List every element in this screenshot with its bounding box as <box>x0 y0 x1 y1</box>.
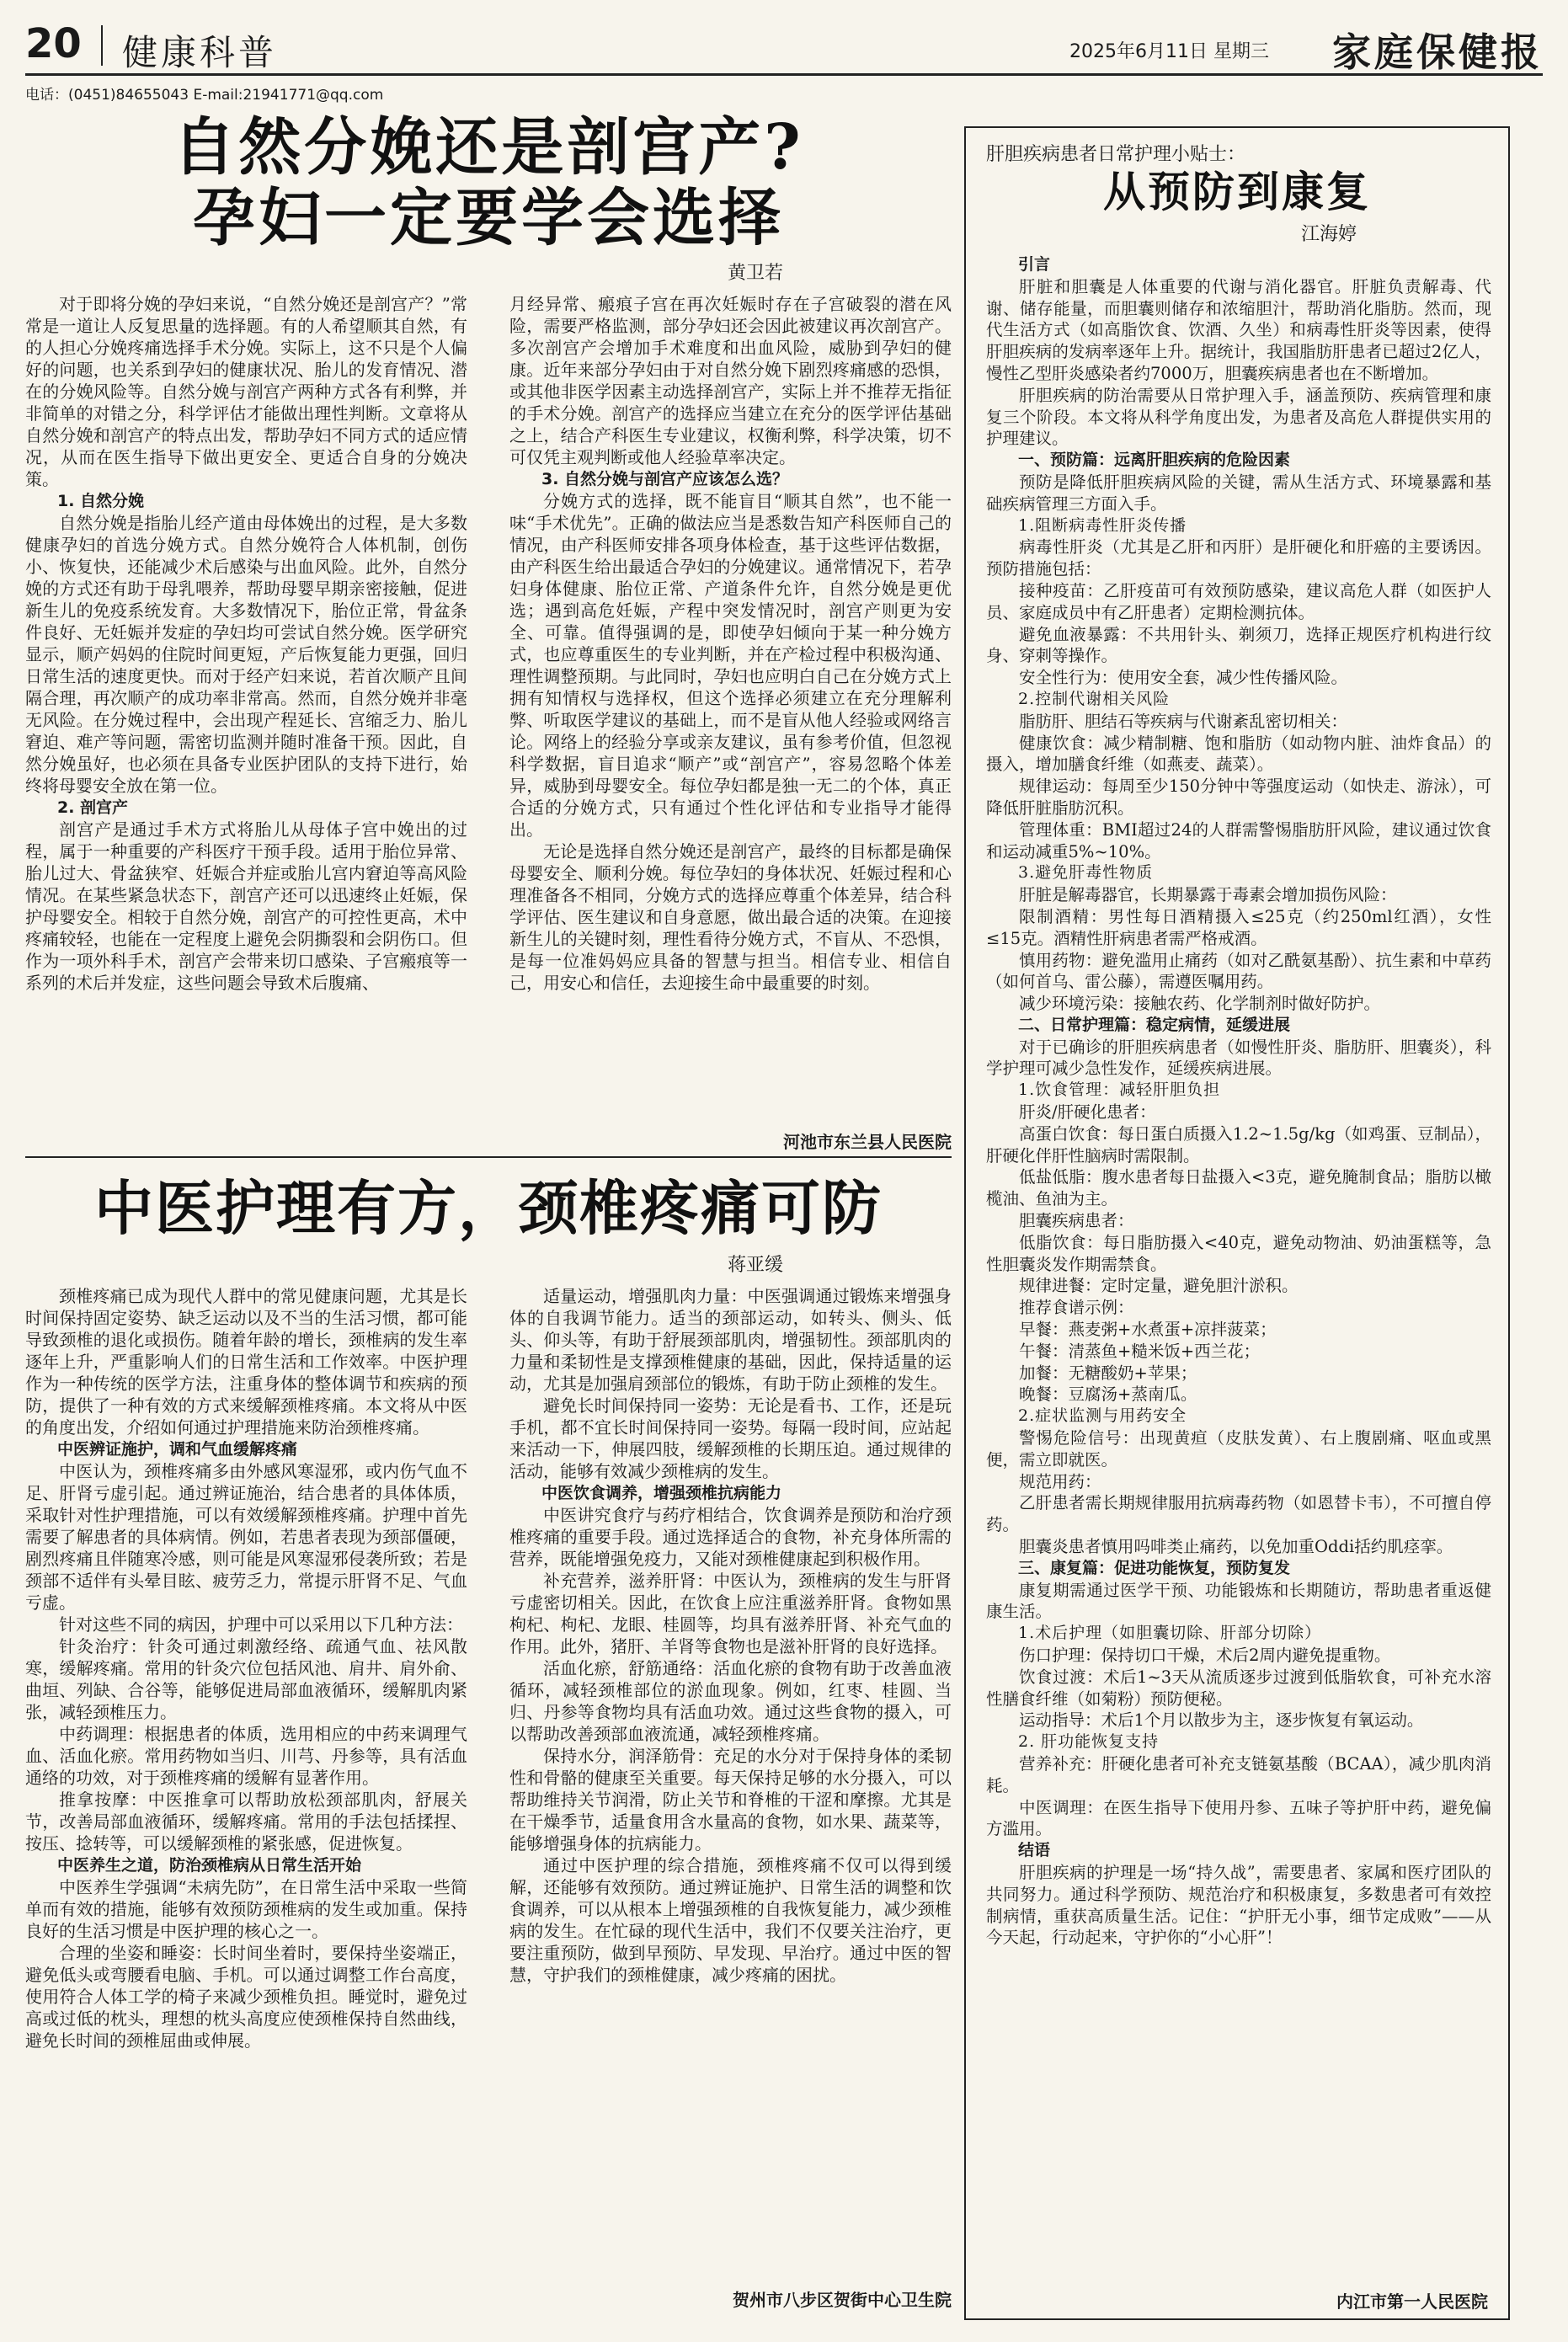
article-kicker: 肝胆疾病患者日常护理小贴士： <box>986 144 1246 165</box>
section-heading: 3. 自然分娩与剖宫产应该怎么选？ <box>541 470 789 488</box>
paragraph: 合理的坐姿和睡姿：长时间坐着时，要保持坐姿端正，避免低头或弯腰看电脑、手机。可以通过调整工作台高度，使用符合人体工学的椅子来减少颈椎负担。睡觉时，避免过高或过低的枕头，理想的枕头高度应使颈椎保持自然曲线，避免长时间的颈椎屈曲或伸展。 <box>25 1943 467 2051</box>
paragraph: 推荐食谱示例： <box>1019 1298 1134 1318</box>
article-liver-gallbladder <box>964 126 1510 2320</box>
paragraph: 警惕危险信号：出现黄疸（皮肤发黄）、右上腹剧痛、呕血或黑便，需立即就医。 <box>986 1428 1491 1470</box>
paragraph: 晚餐：豆腐汤+蒸南瓜。 <box>1019 1384 1197 1405</box>
paragraph: 肝脏和胆囊是人体重要的代谢与消化器官。肝脏负责解毒、代谢、储存能量，而胆囊则储存和浓缩胆汁，帮助消化脂肪。然而，现代生活方式（如高脂饮食、饮酒、久坐）和病毒性肝炎等因素，使得肝胆疾病的发病率逐年上升。据统计，我国脂肪肝患者已超过2亿人，慢性乙型肝炎感染者约7000万，胆囊疾病患者也在不断增加。 <box>986 276 1491 383</box>
paragraph: 饮食过渡：术后1~3天从流质逐步过渡到低脂软食，可补充水溶性膳食纤维（如菊粉）预防便秘。 <box>986 1667 1491 1709</box>
section-heading: 中医养生之道，防治颈椎病从日常生活开始 <box>57 1856 362 1875</box>
paragraph: 补充营养，滋养肝肾：中医认为，颈椎病的发生与肝肾亏虚密切相关。因此，在饮食上应注重滋养肝肾。食物如黑枸杞、枸杞、龙眼、桂圆等，均具有滋养肝肾、补充气血的作用。此外，猪肝、羊肾等食物也是滋补肝肾的良好选择。 <box>509 1571 952 1656</box>
article-column <box>25 293 467 1135</box>
subsection-heading: 2.症状监测与用药安全 <box>1018 1406 1187 1426</box>
paragraph: 限制酒精：男性每日酒精摄入≤25克（约250ml红酒），女性≤15克。酒精性肝病患者需严格戒酒。 <box>986 906 1491 948</box>
paragraph: 针灸治疗：针灸可通过刺激经络、疏通气血、祛风散寒，缓解疼痛。常用的针灸穴位包括风池、肩井、肩外俞、曲垣、列缺、合谷等，能够促进局部血液循环，缓解肌肉紧张，减轻颈椎压力。 <box>25 1636 467 1722</box>
article-title: 从预防到康复 <box>1103 167 1371 216</box>
paragraph: 慎用药物：避免滥用止痛药（如对乙酰氨基酚）、抗生素和中草药（如何首乌、雷公藤），需遵医嘱用药。 <box>986 950 1491 992</box>
paragraph: 高蛋白饮食：每日蛋白质摄入1.2~1.5g/kg（如鸡蛋、豆制品），肝硬化伴肝性脑病时需限制。 <box>986 1123 1491 1166</box>
subsection-heading: 2.控制代谢相关风险 <box>1018 689 1171 708</box>
article-source: 内江市第一人民医院 <box>1336 2291 1488 2312</box>
paragraph: 通过中医护理的综合措施，颈椎疼痛不仅可以得到缓解，还能够有效预防。通过辨证施护、日常生活的调整和饮食调养，可以从根本上增强颈椎的自我恢复能力，减少颈椎病的发生。在忙碌的现代生活中，我们不仅要关注治疗，更要注重预防，做到早预防、早发现、早治疗。通过中医的智慧，守护我们的颈椎健康，减少疼痛的困扰。 <box>509 1855 952 1985</box>
paragraph: 乙肝患者需长期规律服用抗病毒药物（如恩替卡韦），不可擅自停药。 <box>986 1493 1491 1535</box>
paragraph: 脂肪肝、胆结石等疾病与代谢紊乱密切相关： <box>1019 711 1348 731</box>
section-title: 健康科普 <box>122 32 278 73</box>
section-heading: 二、日常护理篇：稳定病情，延缓进展 <box>1018 1015 1291 1034</box>
paragraph: 规律运动：每周至少150分钟中等强度运动（如快走、游泳），可降低肝脏脂肪沉积。 <box>986 776 1491 818</box>
paragraph: 管理体重：BMI超过24的人群需警惕脂肪肝风险，建议通过饮食和运动减重5%~10%。 <box>986 819 1491 862</box>
article-childbirth <box>25 105 952 1158</box>
page-number: 20 <box>25 20 82 67</box>
section-heading: 2. 剖宫产 <box>57 798 129 817</box>
paragraph: 避免长时间保持同一姿势：无论是看书、工作，还是玩手机，都不宜长时间保持同一姿势。每隔一段时间，应站起来活动一下，伸展四肢，缓解颈椎的长期压迫。通过规律的活动，能够有效减少颈椎病的发生。 <box>509 1395 952 1481</box>
paragraph: 加餐：无糖酸奶+苹果； <box>1019 1363 1197 1383</box>
paragraph: 适量运动，增强肌肉力量：中医强调通过锻炼来增强身体的自我调节能力。适当的颈部运动，如转头、侧头、低头、仰头等，有助于舒展颈部肌肉，增强韧性。颈部肌肉的力量和柔韧性是支撑颈椎健康的基础，因此，保持适量的运动，尤其是加强肩颈部位的锻炼，有助于防止颈椎的发生。 <box>509 1286 952 1394</box>
paragraph: 胆囊炎患者慎用吗啡类止痛药，以免加重Oddi括约肌痉挛。 <box>1019 1537 1453 1557</box>
paragraph: 推拿按摩：中医推拿可以帮助放松颈部肌肉，舒展关节，改善局部血液循环，缓解疼痛。常用的手法包括揉捏、按压、捻转等，可以缓解颈椎的紧张感，促进恢复。 <box>25 1790 467 1854</box>
article-source: 河池市东兰县人民医院 <box>783 1132 952 1152</box>
author: 江海婷 <box>1300 224 1357 245</box>
newspaper-name: 家庭保健报 <box>1332 29 1543 75</box>
paragraph: 伤口护理：保持切口干燥，术后2周内避免提重物。 <box>1019 1646 1391 1665</box>
subsection-heading: 1.饮食管理：减轻肝胆负担 <box>1018 1080 1221 1100</box>
paragraph: 病毒性肝炎（尤其是乙肝和丙肝）是肝硬化和肝癌的主要诱因。预防措施包括： <box>986 537 1491 579</box>
paragraph: 肝炎/肝硬化患者： <box>1019 1102 1156 1123</box>
paragraph: 分娩方式的选择，既不能盲目“顺其自然”，也不能一味“手术优先”。正确的做法应当是悉数告知产科医师自己的情况，由产科医师安排各项身体检查，基于这些评估数据，由产科医生给出最适合孕妇的分娩建议。通常情况下，若孕妇身体健康、胎位正常、产道条件允许，自然分娩是更优选；遇到高危妊娠，产程中突发情况时，剖宫产则更为安全、可靠。值得强调的是，即使孕妇倾向于某一种分娩方式，也应尊重医生的专业判断，并在产检过程中积极沟通、理性调整预期。与此同时，孕妇也应明白自己在分娩方式上拥有知情权与选择权，但这个选择必须建立在充分理解利弊、听取医学建议的基础上，而不是盲从他人经验或网络言论。网络上的经验分享或亲友建议，虽有参考价值，但忽视科学数据，盲目追求“顺产”或“剖宫产”，容易忽略个体差异，威胁到母婴安全。每位孕妇都是独一无二的个体，真正合适的分娩方式，只有通过个性化评估和专业指导才能得出。 <box>509 491 952 840</box>
paragraph: 早餐：燕麦粥+水煮蛋+凉拌菠菜； <box>1019 1320 1277 1340</box>
paragraph: 自然分娩是指胎儿经产道由母体娩出的过程，是大多数健康孕妇的首选分娩方式。自然分娩符合人体机制，创伤小、恢复快，还能减少术后感染与出血风险。此外，自然分娩的方式还有助于母乳喂养，帮助母婴早期亲密接触，促进新生儿的免疫系统发育。大多数情况下，胎位正常，骨盆条件良好、无妊娠并发症的孕妇均可尝试自然分娩。医学研究显示，顺产妈妈的住院时间更短，产后恢复能力更强，回归日常生活的速度更快。而对于经产妇来说，若首次顺产且间隔合理，再次顺产的成功率非常高。然而，自然分娩并非毫无风险。在分娩过程中，会出现产程延长、宫缩乏力、胎儿窘迫、难产等问题，需密切监测并随时准备干预。因此，自然分娩虽好，也必须在具备专业医护团队的支持下进行，始终将母婴安全放在第一位。 <box>25 513 467 796</box>
article-title: 自然分娩还是剖宫产? <box>173 111 804 184</box>
paragraph: 中医调理：在医生指导下使用丹参、五味子等护肝中药，避免偏方滥用。 <box>986 1797 1491 1839</box>
author: 黄卫若 <box>727 263 783 284</box>
subsection-heading: 2. 肝功能恢复支持 <box>1018 1732 1160 1752</box>
subsection-heading: 3.避免肝毒性物质 <box>1018 863 1154 883</box>
paragraph: 肝胆疾病的护理是一场“持久战”，需要患者、家属和医疗团队的共同努力。通过科学预防、规范治疗和积极康复，多数患者可有效控制病情，重获高质量生活。记住：“护肝无小事，细节定成败”——从今天起，行动起来，守护你的“小心肝”！ <box>986 1862 1491 1948</box>
paragraph: 中医认为，颈椎疼痛多由外感风寒湿邪，或内伤气血不足、肝肾亏虚引起。通过辨证施治，结合患者的具体体质，采取针对性护理措施，可以有效缓解颈椎疼痛。护理中首先需要了解患者的具体病情。例如，若患者表现为颈部僵硬，剧烈疼痛且伴随寒冷感，则可能是风寒湿邪侵袭所致；若是颈部不适伴有头晕目眩、疲劳乏力，常提示肝肾不足、气血亏虚。 <box>25 1461 467 1613</box>
paragraph: 肝脏是解毒器官，长期暴露于毒素会增加损伤风险： <box>1019 885 1397 905</box>
paragraph: 无论是选择自然分娩还是剖宫产，最终的目标都是确保母婴安全、顺利分娩。每位孕妇的身体状况、妊娠过程和心理准备各不相同，分娩方式的选择应尊重个体差异，结合科学评估、医生建议和自身意愿，做出最合适的决策。在迎接新生儿的关键时刻，理性看待分娩方式，不盲从、不恐惧，是每一位准妈妈应具备的智慧与担当。相信专业、相信自己，用安心和信任，去迎接生命中最重要的时刻。 <box>509 841 952 993</box>
article-title: 孕妇一定要学会选择 <box>193 182 784 254</box>
article-source: 贺州市八步区贺街中心卫生院 <box>733 2290 952 2310</box>
issue-date: 2025年6月11日 星期三 <box>1069 41 1269 62</box>
paragraph: 中医讲究食疗与药疗相结合，饮食调养是预防和治疗颈椎疼痛的重要手段。通过选择适合的食物，补充身体所需的营养，既能增强免疫力，又能对颈椎健康起到积极作用。 <box>509 1505 952 1569</box>
paragraph: 对于已确诊的肝胆疾病患者（如慢性肝炎、脂肪肝、胆囊炎），科学护理可减少急性发作，延缓疾病进展。 <box>986 1037 1491 1079</box>
paragraph: 颈椎疼痛已成为现代人群中的常见健康问题，尤其是长时间保持固定姿势、缺乏运动以及不当的生活习惯，都可能导致颈椎的退化或损伤。随着年龄的增长，颈椎病的发生率逐年上升，严重影响人们的日常生活和工作效率。中医护理作为一种传统的医学方法，注重身体的整体调节和疾病的预防，提供了一种有效的方式来缓解颈椎疼痛。本文将从中医的角度出发，介绍如何通过护理措施来防治颈椎疼痛。 <box>25 1286 467 1438</box>
paragraph: 规范用药： <box>1019 1471 1101 1491</box>
paragraph: 月经异常、瘢痕子宫在再次妊娠时存在子宫破裂的潜在风险，需要严格监测，部分孕妇还会因此被建议再次剖宫产。多次剖宫产会增加手术难度和出血风险，威胁到孕妇的健康。近年来部分孕妇由于对自然分娩下剧烈疼痛感的恐惧，或其他非医学因素主动选择剖宫产，实际上并不推荐无指征的手术分娩。剖宫产的选择应当建立在充分的医学评估基础之上，结合产科医生专业建议，权衡利弊，科学决策，切不可仅凭主观判断或他人经验草率决定。 <box>509 294 952 467</box>
paragraph: 减少环境污染：接触农药、化学制剂时做好防护。 <box>1019 994 1381 1014</box>
section-heading: 三、康复篇：促进功能恢复，预防复发 <box>1018 1558 1291 1577</box>
article-cervical-spine <box>25 1166 952 2320</box>
article-title: 中医护理有方，颈椎疼痛可防 <box>94 1173 883 1243</box>
paragraph: 保持水分，润泽筋骨：充足的水分对于保持身体的柔韧性和骨骼的健康至关重要。每天保持足够的水分摄入，可以帮助维持关节润滑，防止关节和脊椎的干涩和摩擦。尤其是在干燥季节，适量食用含水量高的食物，如水果、蔬菜等，能够增强身体的抗病能力。 <box>509 1746 952 1854</box>
paragraph: 预防是降低肝胆疾病风险的关键，需从生活方式、环境暴露和基础疾病管理三方面入手。 <box>986 472 1491 514</box>
section-heading: 引言 <box>1018 255 1051 274</box>
paragraph: 肝胆疾病的防治需要从日常护理入手，涵盖预防、疾病管理和康复三个阶段。本文将从科学角度出发，为患者及高危人群提供实用的护理建议。 <box>986 385 1491 449</box>
paragraph: 活血化瘀，舒筋通络：活血化瘀的食物有助于改善血液循环，减轻颈椎部位的淤血现象。例如，红枣、桂圆、当归、丹参等食物均具有活血功效。通过这些食物的摄入，可以帮助改善颈部血液流通，减轻颈椎疼痛。 <box>509 1658 952 1744</box>
paragraph: 胆囊疾病患者： <box>1019 1211 1134 1231</box>
paragraph: 接种疫苗：乙肝疫苗可有效预防感染，建议高危人群（如医护人员、家庭成员中有乙肝患者）定期检测抗体。 <box>986 580 1491 622</box>
paragraph: 安全性行为：使用安全套，减少性传播风险。 <box>1019 668 1348 688</box>
paragraph: 中药调理：根据患者的体质，选用相应的中药来调理气血、活血化瘀。常用药物如当归、川芎、丹参等，具有活血通络的功效，对于颈椎疼痛的缓解有显著作用。 <box>25 1724 467 1788</box>
paragraph: 剖宫产是通过手术方式将胎儿从母体子宫中娩出的过程，属于一种重要的产科医疗干预手段。适用于胎位异常、胎儿过大、骨盆狭窄、妊娠合并症或胎儿宫内窘迫等高风险情况。在某些紧急状态下，剖宫产还可以迅速终止妊娠，保护母婴安全。相较于自然分娩，剖宫产的可控性更高，术中疼痛较轻，也能在一定程度上避免会阴撕裂和会阴伤口。但作为一项外科手术，剖宫产会带来切口感染、子宫瘢痕等一系列的术后并发症，这些问题会导致术后腹痛、 <box>25 819 467 993</box>
paragraph: 对于即将分娩的孕妇来说，“自然分娩还是剖宫产？”常常是一道让人反复思量的选择题。有的人希望顺其自然，有的人担心分娩疼痛选择手术分娩。实际上，这不只是个人偏好的问题，也关系到孕妇的健康状况、胎儿的发育情况、潜在的分娩风险等。自然分娩与剖宫产两种方式各有利弊，并非简单的对错之分，科学评估才能做出理性判断。文章将从自然分娩和剖宫产的特点出发，帮助孕妇不同方式的适应情况，从而在医生指导下做出更安全、更适合自身的分娩决策。 <box>25 294 467 489</box>
paragraph: 低脂饮食：每日脂肪摄入<40克，避免动物油、奶油蛋糕等，急性胆囊炎发作期需禁食。 <box>986 1232 1491 1274</box>
contact-info: 电话：(0451)84655043 E-mail:21941771@qq.com <box>25 87 384 104</box>
paragraph: 营养补充：肝硬化患者可补充支链氨基酸（BCAA），减少肌肉消耗。 <box>986 1753 1491 1795</box>
article-column <box>509 1285 952 2325</box>
paragraph: 避免血液暴露：不共用针头、剃须刀，选择正规医疗机构进行纹身、穿刺等操作。 <box>986 624 1491 666</box>
author: 蒋亚缓 <box>727 1255 783 1276</box>
paragraph: 健康饮食：减少精制糖、饱和脂肪（如动物内脏、油炸食品）的摄入，增加膳食纤维（如燕麦、蔬菜）。 <box>986 733 1491 775</box>
paragraph: 运动指导：术后1个月以散步为主，逐步恢复有氧运动。 <box>1019 1710 1424 1731</box>
section-heading: 一、预防篇：远离肝胆疾病的危险因素 <box>1018 451 1291 470</box>
paragraph: 中医养生学强调“未病先防”，在日常生活中采取一些简单而有效的措施，能够有效预防颈椎病的发生或加重。保持良好的生活习惯是中医护理的核心之一。 <box>25 1877 467 1941</box>
section-heading: 中医饮食调养，增强颈椎抗病能力 <box>541 1484 782 1502</box>
paragraph: 规律进餐：定时定量，避免胆汁淤积。 <box>1019 1276 1299 1296</box>
subsection-heading: 1.阻断病毒性肝炎传播 <box>1018 515 1187 535</box>
paragraph: 针对这些不同的病因，护理中可以采用以下几种方法： <box>59 1614 463 1635</box>
subsection-heading: 1.术后护理（如胆囊切除、肝部分切除） <box>1018 1624 1322 1643</box>
masthead-divider <box>101 25 103 66</box>
article-column <box>986 254 1491 2309</box>
section-heading: 结语 <box>1018 1841 1051 1860</box>
article-column <box>25 1285 467 2325</box>
section-heading: 1. 自然分娩 <box>57 492 145 510</box>
article-column <box>509 293 952 1135</box>
paragraph: 康复期需通过医学干预、功能锻炼和长期随访，帮助患者重返健康生活。 <box>986 1580 1491 1622</box>
section-heading: 中医辨证施护，调和气血缓解疼痛 <box>57 1440 298 1459</box>
paragraph: 午餐：清蒸鱼+糙米饭+西兰花； <box>1019 1341 1261 1361</box>
masthead <box>25 17 1543 76</box>
paragraph: 低盐低脂：腹水患者每日盐摄入<3克，避免腌制食品；脂肪以橄榄油、鱼油为主。 <box>986 1167 1491 1209</box>
